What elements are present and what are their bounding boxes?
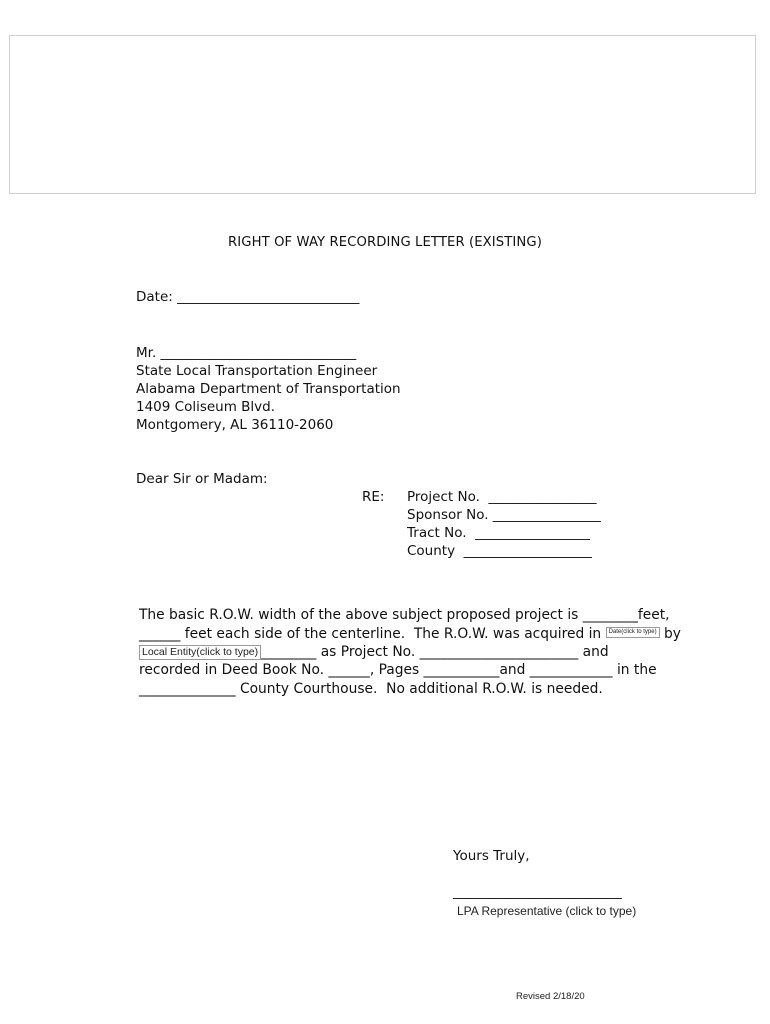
body-line-3-text: ________ as Project No. _______________________ and [261, 644, 609, 660]
re-sponsor-no: Sponsor No. ________________ [407, 507, 601, 523]
re-county: County ___________________ [407, 543, 592, 559]
addressee-line-city: Montgomery, AL 36110-2060 [136, 417, 334, 433]
re-tract-no: Tract No. _________________ [407, 525, 590, 541]
date-line: Date: ___________________________ [136, 289, 360, 305]
acquired-date-field[interactable]: Date(click to type) [606, 627, 660, 638]
body-line-2-end: by [659, 626, 681, 642]
revised-date: Revised 2/18/20 [516, 991, 585, 1002]
body-line-5: ______________ County Courthouse. No additional R.O.W. is needed. [139, 681, 603, 697]
document-title: RIGHT OF WAY RECORDING LETTER (EXISTING) [228, 235, 542, 250]
salutation: Dear Sir or Madam: [136, 471, 268, 487]
signature-line: _________________________ [453, 884, 622, 900]
body-line-1: The basic R.O.W. width of the above subject proposed project is ________feet, [139, 607, 670, 623]
body-line-2-text: ______ feet each side of the centerline. The R.O.W. was acquired in [139, 626, 606, 642]
re-label: RE: [362, 489, 385, 505]
re-project-no: Project No. ________________ [407, 489, 597, 505]
addressee-line-title: State Local Transportation Engineer [136, 363, 378, 379]
letterhead-box [9, 35, 756, 194]
addressee-line-dept: Alabama Department of Transportation [136, 381, 401, 397]
addressee-line-mr: Mr. _____________________________ [136, 345, 357, 361]
addressee-line-street: 1409 Coliseum Blvd. [136, 399, 276, 415]
body-line-2 [139, 625, 681, 643]
closing: Yours Truly, [453, 848, 530, 864]
body-line-3 [139, 643, 609, 661]
body-line-4: recorded in Deed Book No. ______, Pages ___________and ____________ in the [139, 662, 657, 678]
lpa-representative-field[interactable]: LPA Representative (click to type) [457, 904, 637, 918]
local-entity-field[interactable]: Local Entity(click to type) [139, 645, 261, 660]
